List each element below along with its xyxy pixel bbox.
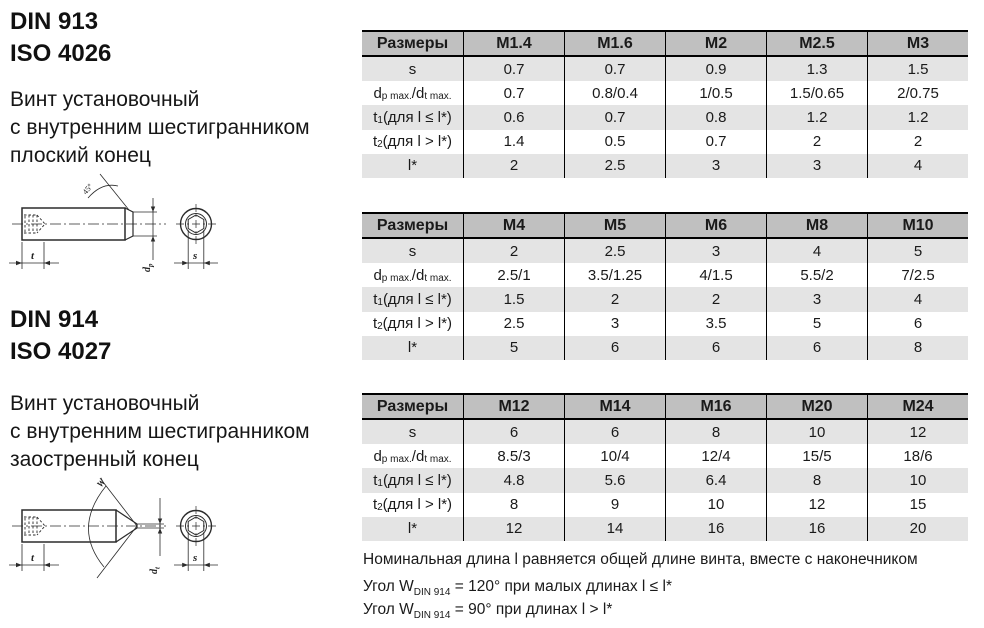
value-cell: 2.5 — [463, 312, 564, 336]
value-cell: 0.8 — [665, 105, 766, 129]
text-segment: (для l > l*) — [382, 133, 453, 151]
value-cell: 0.6 — [463, 105, 564, 129]
value-cell: 2.5 — [564, 239, 665, 263]
row-label — [362, 81, 463, 105]
value-cell: 14 — [564, 517, 665, 541]
row-label — [362, 312, 463, 336]
value-cell: 4.8 — [463, 468, 564, 492]
row-label — [362, 287, 463, 311]
value-cell: 5 — [463, 336, 564, 360]
note-3 — [363, 601, 612, 619]
description-line: заостренный конец — [10, 448, 199, 471]
value-cell: 2 — [564, 287, 665, 311]
size-column-header: M10 — [867, 212, 968, 239]
value-cell: 0.7 — [564, 57, 665, 81]
size-column-header: M2 — [665, 30, 766, 57]
value-cell: 0.8/0.4 — [564, 81, 665, 105]
cone-angle-label: W — [94, 476, 108, 490]
value-cell: 2.5/1 — [463, 263, 564, 287]
value-cell: 18/6 — [867, 444, 968, 468]
text-segment: DIN 914 — [413, 610, 451, 621]
row-label — [362, 239, 463, 263]
value-cell: 2 — [867, 130, 968, 154]
text-segment: 2 — [377, 321, 383, 333]
value-cell: 12 — [766, 493, 867, 517]
row-label — [362, 420, 463, 444]
value-cell: 5.6 — [564, 468, 665, 492]
dimensions-header: Размеры — [362, 30, 463, 57]
row-label — [362, 444, 463, 468]
size-table-1 — [362, 30, 968, 178]
text-segment: (для l ≤ l*) — [382, 108, 452, 126]
text-segment: l* — [407, 520, 418, 538]
value-cell: 16 — [766, 517, 867, 541]
size-column-header: M12 — [463, 393, 564, 420]
value-cell: 15 — [867, 493, 968, 517]
t-dimension-label: t — [31, 552, 35, 564]
value-cell: 8 — [665, 420, 766, 444]
dt-dimension-label: $d_t$ — [149, 567, 162, 574]
value-cell: 12/4 — [665, 444, 766, 468]
text-segment: 2 — [377, 502, 383, 514]
value-cell: 6 — [564, 336, 665, 360]
text-segment: /d — [411, 266, 425, 284]
size-column-header: M6 — [665, 212, 766, 239]
value-cell: 1.5 — [867, 57, 968, 81]
end-view-hex-socket — [176, 204, 216, 244]
text-segment: t max. — [424, 453, 452, 465]
description-line: плоский конец — [10, 144, 151, 167]
text-segment: t — [372, 496, 378, 514]
value-cell: 8.5/3 — [463, 444, 564, 468]
din914-title: DIN 914 — [10, 306, 99, 333]
text-segment: p max. — [381, 90, 412, 102]
size-column-header: M5 — [564, 212, 665, 239]
text-segment: 1 — [377, 114, 383, 126]
text-segment: d — [373, 84, 382, 102]
dp-dimension-label: $d_p$ — [142, 263, 155, 272]
description-line: Винт установочный — [10, 88, 200, 111]
row-label — [362, 154, 463, 178]
value-cell: 1.2 — [867, 105, 968, 129]
row-label — [362, 263, 463, 287]
chamfer-angle-label: 45° — [80, 181, 95, 197]
size-column-header: M3 — [867, 30, 968, 57]
din914-cone-point-drawing — [4, 466, 239, 606]
text-segment: (для l > l*) — [382, 496, 453, 514]
value-cell: 0.5 — [564, 130, 665, 154]
value-cell: 6 — [766, 336, 867, 360]
size-table-2 — [362, 212, 968, 360]
text-segment: (для l ≤ l*) — [382, 290, 452, 308]
value-cell: 6.4 — [665, 468, 766, 492]
text-segment: /d — [411, 84, 425, 102]
size-column-header: M2.5 — [766, 30, 867, 57]
text-segment: l* — [407, 339, 418, 357]
value-cell: 1.3 — [766, 57, 867, 81]
value-cell: 0.7 — [564, 105, 665, 129]
size-column-header: M1.4 — [463, 30, 564, 57]
value-cell: 10/4 — [564, 444, 665, 468]
value-cell: 4 — [867, 154, 968, 178]
value-cell: 1.5/0.65 — [766, 81, 867, 105]
value-cell: 4/1.5 — [665, 263, 766, 287]
value-cell: 5 — [766, 312, 867, 336]
row-label — [362, 493, 463, 517]
row-label — [362, 57, 463, 81]
text-segment: t max. — [424, 90, 452, 102]
value-cell: 8 — [867, 336, 968, 360]
value-cell: 3 — [665, 154, 766, 178]
value-cell: 4 — [867, 287, 968, 311]
iso4026-title: ISO 4026 — [10, 40, 112, 67]
value-cell: 3 — [766, 154, 867, 178]
value-cell: 4 — [766, 239, 867, 263]
text-segment: t — [372, 133, 378, 151]
text-segment: s — [408, 423, 417, 441]
dt-dimension — [137, 498, 164, 556]
text-segment: p max. — [381, 453, 412, 465]
description-line: с внутренним шестигранником — [10, 420, 310, 443]
text-segment: t — [372, 315, 378, 333]
text-segment: (для l ≤ l*) — [382, 471, 452, 489]
size-table-3 — [362, 393, 968, 541]
din914-description — [10, 390, 310, 474]
value-cell: 12 — [867, 420, 968, 444]
size-column-header: M24 — [867, 393, 968, 420]
t-dimension-label: t — [31, 250, 35, 262]
text-segment: = 120° при малых длинах l ≤ l* — [450, 578, 672, 595]
value-cell: 6 — [564, 420, 665, 444]
value-cell: 2 — [766, 130, 867, 154]
s-dimension-label: s — [193, 250, 198, 262]
value-cell: 10 — [665, 493, 766, 517]
text-segment: DIN 914 — [413, 587, 451, 598]
value-cell: 1.4 — [463, 130, 564, 154]
dimensions-header: Размеры — [362, 393, 463, 420]
value-cell: 10 — [766, 420, 867, 444]
value-cell: 2/0.75 — [867, 81, 968, 105]
value-cell: 9 — [564, 493, 665, 517]
value-cell: 5 — [867, 239, 968, 263]
description-line: Винт установочный — [10, 392, 200, 415]
value-cell: 0.7 — [463, 81, 564, 105]
value-cell: 1.2 — [766, 105, 867, 129]
value-cell: 6 — [463, 420, 564, 444]
size-column-header: M16 — [665, 393, 766, 420]
value-cell: 3 — [665, 239, 766, 263]
value-cell: 15/5 — [766, 444, 867, 468]
value-cell: 6 — [665, 336, 766, 360]
text-segment: Угол W — [363, 601, 414, 618]
din913-description — [10, 86, 310, 170]
value-cell: 5.5/2 — [766, 263, 867, 287]
dimensions-header: Размеры — [362, 212, 463, 239]
text-segment: (для l > l*) — [382, 315, 453, 333]
value-cell: 2 — [463, 154, 564, 178]
value-cell: 1/0.5 — [665, 81, 766, 105]
value-cell: 0.7 — [665, 130, 766, 154]
text-segment: = 90° при длинах l > l* — [450, 601, 613, 618]
din913-title: DIN 913 — [10, 8, 99, 35]
end-view-hex-socket — [176, 506, 216, 546]
value-cell: 8 — [463, 493, 564, 517]
value-cell: 12 — [463, 517, 564, 541]
value-cell: 1.5 — [463, 287, 564, 311]
iso4027-title: ISO 4027 — [10, 338, 112, 365]
size-column-header: M8 — [766, 212, 867, 239]
text-segment: t — [373, 471, 378, 489]
value-cell: 3 — [564, 312, 665, 336]
row-label — [362, 517, 463, 541]
chamfer-angle-callout — [88, 174, 129, 210]
din913-flat-point-drawing — [4, 168, 239, 296]
text-segment: 1 — [377, 477, 383, 489]
value-cell: 2 — [665, 287, 766, 311]
value-cell: 0.7 — [463, 57, 564, 81]
description-line: с внутренним шестигранником — [10, 116, 310, 139]
size-column-header: M14 — [564, 393, 665, 420]
size-column-header: M20 — [766, 393, 867, 420]
value-cell: 2 — [463, 239, 564, 263]
text-segment: t — [373, 290, 378, 308]
text-segment: 2 — [377, 139, 383, 151]
value-cell: 3 — [766, 287, 867, 311]
text-segment: d — [373, 266, 382, 284]
text-segment: Угол W — [363, 578, 414, 595]
value-cell: 3.5/1.25 — [564, 263, 665, 287]
text-segment: t max. — [424, 272, 452, 284]
value-cell: 8 — [766, 468, 867, 492]
text-segment: d — [373, 447, 382, 465]
value-cell: 10 — [867, 468, 968, 492]
text-segment: t — [373, 108, 378, 126]
row-label — [362, 336, 463, 360]
row-label — [362, 105, 463, 129]
text-segment: Номинальная длина l равняется общей длине винта, вместе с наконечником — [363, 551, 918, 568]
row-label — [362, 130, 463, 154]
text-segment: l* — [407, 157, 418, 175]
value-cell: 16 — [665, 517, 766, 541]
note-1 — [363, 551, 918, 569]
cone-angle-callout — [88, 478, 137, 578]
note-2 — [363, 578, 672, 596]
size-column-header: M4 — [463, 212, 564, 239]
value-cell: 2.5 — [564, 154, 665, 178]
value-cell: 3.5 — [665, 312, 766, 336]
din914-heading-block — [10, 304, 111, 368]
row-label — [362, 468, 463, 492]
din913-heading-block — [10, 6, 111, 70]
dimension-arrows — [16, 207, 210, 266]
value-cell: 20 — [867, 517, 968, 541]
text-segment: p max. — [381, 272, 412, 284]
text-segment: /d — [411, 447, 425, 465]
size-column-header: M1.6 — [564, 30, 665, 57]
text-segment: 1 — [377, 296, 383, 308]
value-cell: 0.9 — [665, 57, 766, 81]
s-dimension-label: s — [193, 552, 198, 564]
value-cell: 6 — [867, 312, 968, 336]
text-segment: s — [408, 60, 417, 78]
text-segment: s — [408, 242, 417, 260]
value-cell: 7/2.5 — [867, 263, 968, 287]
